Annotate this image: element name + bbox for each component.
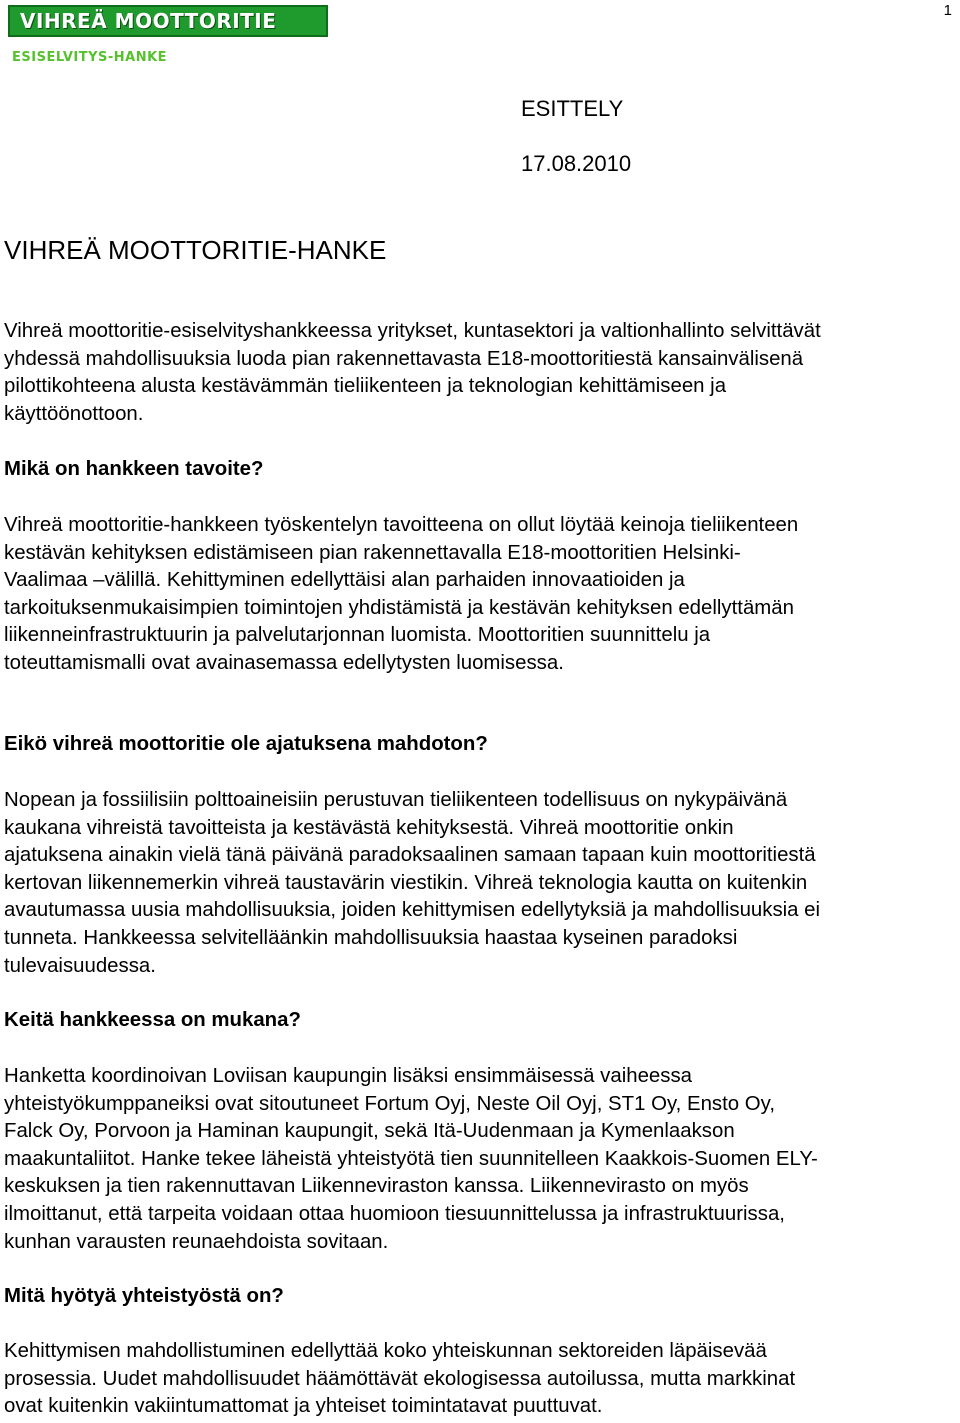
section-paragraph-impossible xyxy=(4,787,958,980)
intro-paragraph xyxy=(4,318,958,428)
paragraph-line: yhdessä mahdollisuuksia luoda pian rakennettavasta E18-moottoritiestä kansainvälisenä xyxy=(4,347,804,370)
paragraph-line: keskuksen ja tien rakennuttavan Liikenneviraston kanssa. Liikennevirasto on myös xyxy=(4,1175,749,1198)
paragraph-line: Vaalimaa –välillä. Kehittyminen edellyttäisi alan parhaiden innovaatioiden ja xyxy=(4,569,685,592)
section-paragraph-benefits xyxy=(4,1338,958,1421)
paragraph-line: ajatuksena ainakin vielä tänä päivänä paradoksaalinen samaan tapaan kuin moottoritiestä xyxy=(4,844,816,867)
paragraph-line: kaukana vihreistä tavoitteista ja kestävästä kehityksestä. Vihreä moottoritie onkin xyxy=(4,816,734,839)
section-paragraph-participants xyxy=(4,1063,958,1256)
paragraph-line: kertovan liikennemerkin vihreä taustavärin viestikin. Vihreä teknologia kautta on kuitenkin xyxy=(4,871,808,894)
paragraph-line: tarkoituksenmukaisimpien toimintojen yhdistämistä ja kestävän kehityksen edellyttämän xyxy=(4,596,794,619)
section-heading-impossible: Eikö vihreä moottoritie ole ajatuksena mahdoton? xyxy=(4,733,488,755)
paragraph-line: Vihreä moottoritie-hankkeen työskentelyn tavoitteena on ollut löytää keinoja tieliikenteen xyxy=(4,514,799,536)
paragraph-line: Nopean ja fossiilisiin polttoaineisiin perustuvan tieliikenteen todellisuus on nykypäivänä xyxy=(4,789,788,811)
logo xyxy=(8,5,328,37)
paragraph-line: avautumassa uusia mahdollisuuksia, joiden kehittymisen edellytyksiä ja mahdollisuuksia ei xyxy=(4,899,821,922)
paragraph-line: ilmoittanut, että tarpeita voidaan ottaa huomioon tiesuunnittelussa ja infrastruktuurissa, xyxy=(4,1202,785,1225)
paragraph-line: yhteistyökumppaneiksi ovat sitoutuneet Fortum Oyj, Neste Oil Oyj, ST1 Oy, Ensto Oy, xyxy=(4,1092,775,1115)
paragraph-line: maakuntaliitot. Hanke tekee läheistä yhteistyötä tien suunnitelleen Kaakkois-Suomen ELY- xyxy=(4,1147,818,1170)
paragraph-line: tulevaisuudessa. xyxy=(4,954,156,977)
paragraph-line: Falck Oy, Porvoon ja Haminan kaupungit, sekä Itä-Uudenmaan ja Kymenlaakson xyxy=(4,1120,735,1143)
section-heading-participants: Keitä hankkeessa on mukana? xyxy=(4,1009,301,1031)
paragraph-line: liikenneinfrastruktuurin ja palvelutarjonnan luomista. Moottoritien suunnittelu ja xyxy=(4,624,711,647)
logo-title: VIHREÄ MOOTTORITIE xyxy=(20,9,277,33)
paragraph-line: käyttöönottoon. xyxy=(4,402,144,425)
paragraph-line: Kehittymisen mahdollistuminen edellyttää koko yhteiskunnan sektoreiden läpäisevää xyxy=(4,1340,767,1362)
paragraph-line: kestävän kehityksen edistämiseen pian rakennettavalla E18-moottoritien Helsinki- xyxy=(4,541,741,564)
section-heading-benefits: Mitä hyötyä yhteistyöstä on? xyxy=(4,1285,284,1307)
paragraph-line: pilottikohteena alusta kestävämmän tieliikenteen ja teknologian kehittämiseen ja xyxy=(4,375,727,398)
page-title: VIHREÄ MOOTTORITIE-HANKE xyxy=(4,235,387,265)
section-heading-goal: Mikä on hankkeen tavoite? xyxy=(4,458,264,480)
paragraph-line: ovat kuitenkin vakiintumattomat ja yhteiset toimintatavat puuttuvat. xyxy=(4,1395,603,1418)
section-paragraph-goal xyxy=(4,512,958,678)
logo-subtitle: ESISELVITYS-HANKE xyxy=(12,50,168,65)
paragraph-line: Hanketta koordinoivan Loviisan kaupungin lisäksi ensimmäisessä vaiheessa xyxy=(4,1065,692,1087)
paragraph-line: kunhan varausten reunaehdoista sovitaan. xyxy=(4,1230,389,1253)
paragraph-line: toteuttamismalli ovat avainasemassa edellytysten luomisessa. xyxy=(4,651,564,674)
document-type-label: ESITTELY xyxy=(521,96,624,121)
document-date: 17.08.2010 xyxy=(521,151,632,176)
page-number: 1 xyxy=(943,2,952,19)
paragraph-line: tunneta. Hankkeessa selvitelläänkin mahdollisuuksia haastaa kyseinen paradoksi xyxy=(4,926,738,949)
paragraph-line: Vihreä moottoritie-esiselvityshankkeessa yritykset, kuntasektori ja valtionhallinto selvittävät xyxy=(4,320,821,342)
paragraph-line: prosessia. Uudet mahdollisuudet häämöttävät ekologisessa autoilussa, mutta markkinat xyxy=(4,1367,796,1390)
